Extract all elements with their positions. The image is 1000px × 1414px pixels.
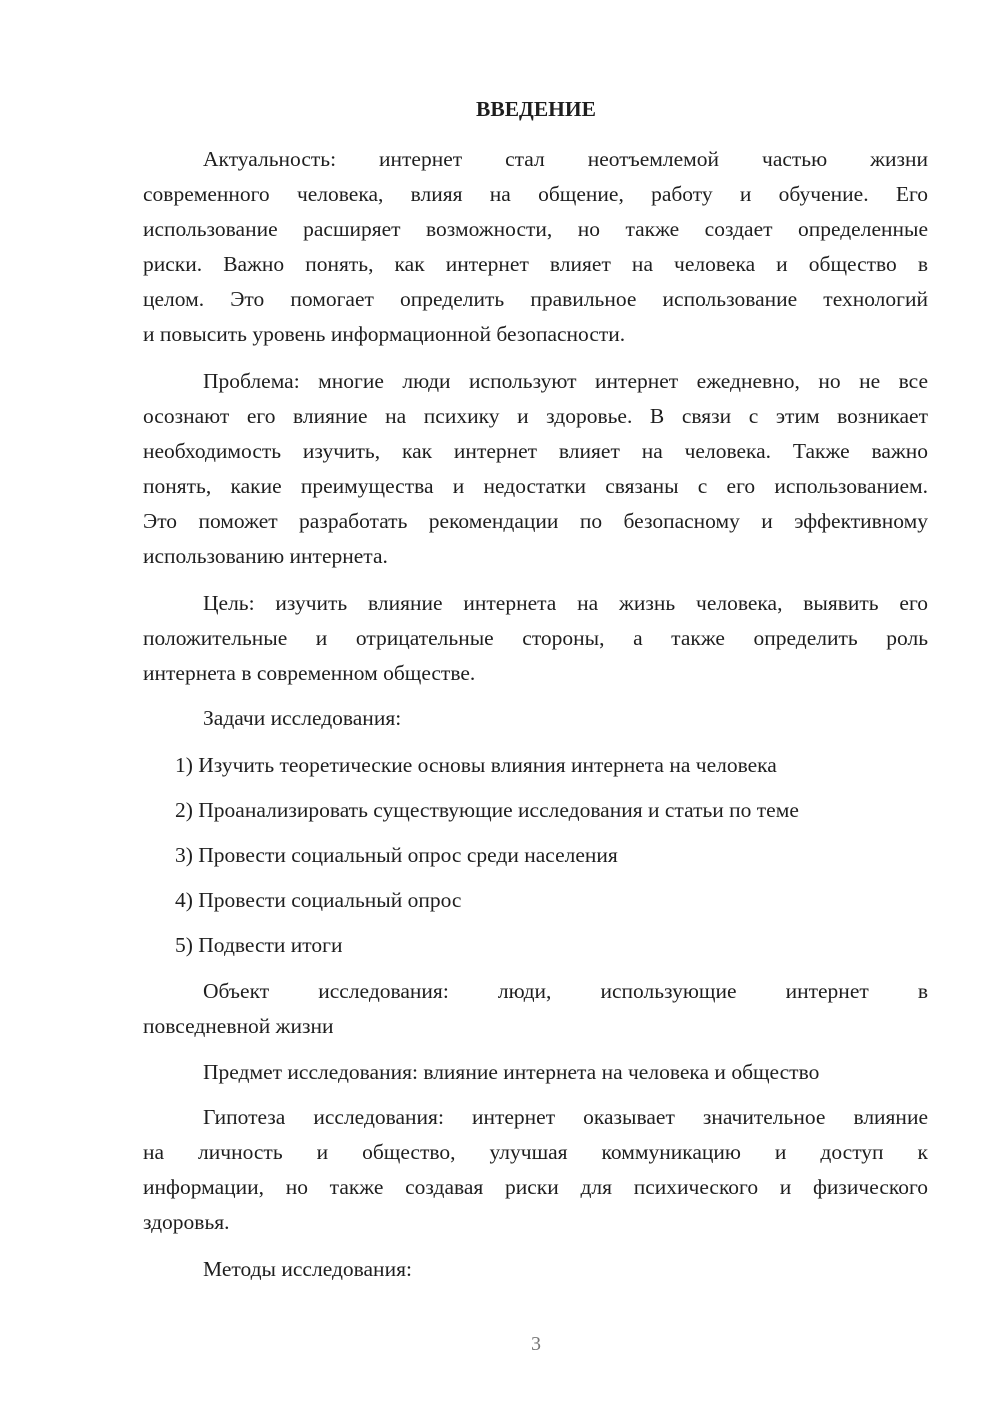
text-line: информации, но также создавая риски для психического и физического bbox=[143, 1175, 928, 1199]
paragraph-object bbox=[143, 974, 928, 1044]
text-line: понять, какие преимущества и недостатки связаны с его использованием. bbox=[143, 474, 928, 498]
text-line: Гипотеза исследования: интернет оказывает значительное влияние bbox=[203, 1105, 928, 1129]
tasks-heading-text: Задачи исследования: bbox=[203, 706, 402, 730]
page-number: 3 bbox=[531, 1333, 541, 1355]
tasks-heading bbox=[143, 701, 928, 736]
task-item: 4) Провести социальный опрос bbox=[175, 888, 462, 912]
task-item: 5) Подвести итоги bbox=[175, 933, 343, 957]
text-line: здоровья. bbox=[143, 1210, 230, 1234]
paragraph-goal bbox=[143, 586, 928, 691]
task-item: 1) Изучить теоретические основы влияния интернета на человека bbox=[175, 753, 777, 777]
text-line: осознают его влияние на психику и здоровье. В связи с этим возникает bbox=[143, 404, 928, 428]
text-line: Актуальность: интернет стал неотъемлемой частью жизни bbox=[203, 147, 928, 171]
text-line: Объект исследования: люди, использующие интернет в bbox=[203, 979, 928, 1003]
text-line: положительные и отрицательные стороны, а также определить роль bbox=[143, 626, 928, 650]
text-line: риски. Важно понять, как интернет влияет на человека и общество в bbox=[143, 252, 928, 276]
text-line: необходимость изучить, как интернет влияет на человека. Также важно bbox=[143, 439, 928, 463]
section-title: ВВЕДЕНИЕ bbox=[476, 97, 596, 121]
paragraph-problem bbox=[143, 364, 928, 574]
paragraph-methods bbox=[143, 1252, 928, 1287]
text-line: использованию интернета. bbox=[143, 544, 388, 568]
text-line: современного человека, влияя на общение, работу и обучение. Его bbox=[143, 182, 928, 206]
text-line: целом. Это помогает определить правильное использование технологий bbox=[143, 287, 928, 311]
text-line: повседневной жизни bbox=[143, 1014, 334, 1038]
text-line: Предмет исследования: влияние интернета на человека и общество bbox=[203, 1060, 820, 1084]
paragraph-relevance bbox=[143, 142, 928, 352]
text-line: на личность и общество, улучшая коммуникацию и доступ к bbox=[143, 1140, 928, 1164]
text-line: использование расширяет возможности, но также создает определенные bbox=[143, 217, 928, 241]
paragraph-subject bbox=[143, 1055, 928, 1090]
text-line: и повысить уровень информационной безопасности. bbox=[143, 322, 626, 346]
text-line: Методы исследования: bbox=[203, 1257, 412, 1281]
text-line: Это поможет разработать рекомендации по безопасному и эффективному bbox=[143, 509, 928, 533]
text-line: интернета в современном обществе. bbox=[143, 661, 476, 685]
task-item: 3) Провести социальный опрос среди населения bbox=[175, 843, 618, 867]
task-item: 2) Проанализировать существующие исследования и статьи по теме bbox=[175, 798, 799, 822]
text-line: Цель: изучить влияние интернета на жизнь человека, выявить его bbox=[203, 591, 928, 615]
paragraph-hypothesis bbox=[143, 1100, 928, 1240]
text-line: Проблема: многие люди используют интернет ежедневно, но не все bbox=[203, 369, 928, 393]
